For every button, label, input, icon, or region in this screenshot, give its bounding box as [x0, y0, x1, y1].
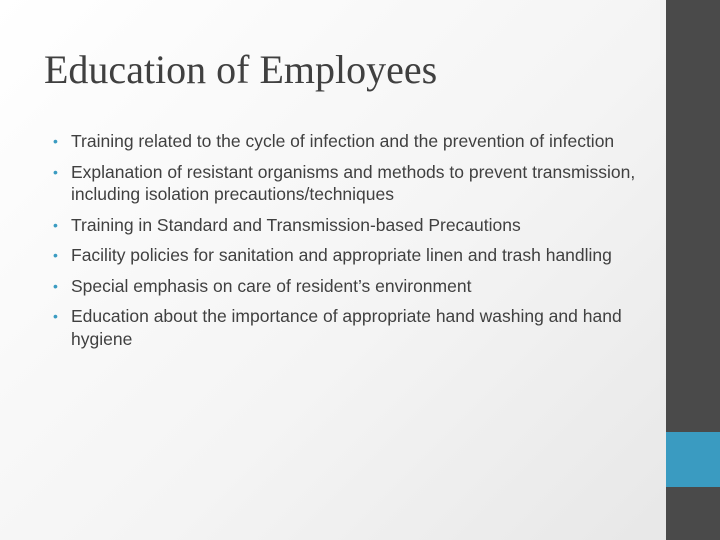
bullet-item — [53, 244, 643, 267]
bullet-item — [53, 305, 643, 350]
bullet-dot-icon: • — [53, 247, 58, 263]
bullet-text: Special emphasis on care of resident’s environment — [71, 275, 472, 296]
bullet-item — [53, 214, 643, 237]
bullet-text: Facility policies for sanitation and appropriate linen and trash handling — [71, 245, 612, 265]
bullet-dot-icon: • — [53, 308, 58, 324]
sidebar-accent-block — [666, 432, 720, 487]
sidebar-decoration — [666, 0, 720, 540]
bullet-item — [53, 130, 643, 153]
sidebar-dark-bar — [666, 0, 720, 432]
bullet-item — [53, 275, 643, 298]
bullet-text: Training related to the cycle of infection and the prevention of infection — [71, 131, 615, 151]
bullet-dot-icon: • — [53, 133, 58, 149]
bullet-item — [53, 161, 643, 206]
bullet-dot-icon: • — [53, 277, 58, 294]
bullet-dot-icon: • — [53, 163, 58, 180]
bullet-text: Explanation of resistant organisms and methods to prevent transmission, including isolation precautions/techniques — [71, 161, 636, 204]
bullet-text: Education about the importance of appropriate hand washing and hand hygiene — [71, 306, 622, 349]
slide-title: Education of Employees — [44, 47, 438, 92]
sidebar-dark-bar-bottom — [666, 487, 720, 540]
bullet-dot-icon: • — [53, 216, 58, 233]
bullet-list — [53, 130, 643, 358]
bullet-text: Training in Standard and Transmission-based Precautions — [71, 214, 521, 235]
